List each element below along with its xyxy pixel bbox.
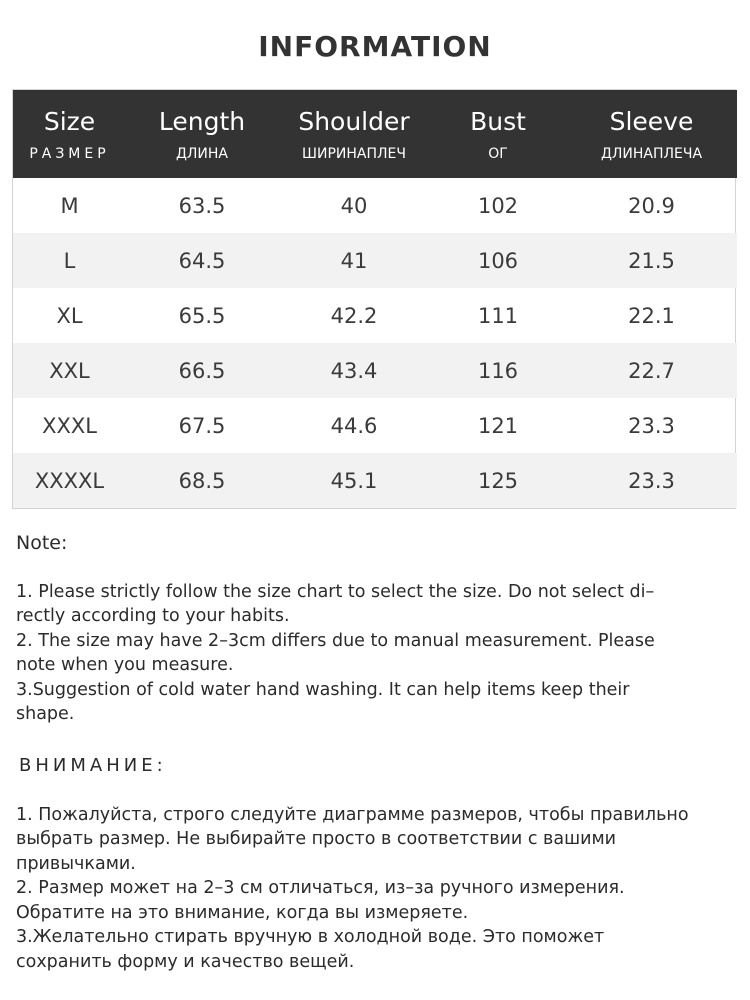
header-label-ru: ОГ [488,146,508,162]
table-row [13,233,737,288]
header-label-en: Length [158,107,246,136]
note-line: 3.Suggestion of cold water hand washing. It can help items keep their [16,679,630,700]
note-line: 1. Please strictly follow the size chart to select the size. Do not select di– [16,581,655,602]
header-label-en: Shoulder [298,107,410,136]
cell-bust: 102 [477,193,519,218]
note-english [16,531,736,727]
note-heading-ru: ВНИМАНИЕ: [19,755,167,776]
cell-size: M [60,193,79,218]
cell-bust: 121 [477,413,519,438]
header-label-en: Sleeve [609,107,694,136]
cell-shoulder: 42.2 [330,303,378,328]
cell-shoulder: 44.6 [330,413,378,438]
cell-length: 68.5 [178,468,226,493]
table-row [13,453,737,508]
cell-shoulder: 41 [340,248,368,273]
table-row [13,398,737,453]
note-line: 2. Размер может на 2–3 см отличаться, из–за ручного измерения. [16,878,625,898]
cell-size: XXL [49,358,90,383]
cell-sleeve: 22.1 [628,303,675,328]
note-line: выбрать размер. Не выбирайте просто в соответствии с вашими [16,829,617,849]
cell-size: XXXL [42,413,97,438]
table-header-row [13,90,737,178]
cell-shoulder: 45.1 [330,468,378,493]
size-chart-table [12,89,736,509]
header-sleeve [566,90,737,178]
header-label-ru: ШИРИНАПЛЕЧ [302,146,406,162]
header-bust [430,90,566,178]
header-label-ru: ДЛИНАПЛЕЧА [600,146,703,162]
header-size [13,90,126,178]
header-shoulder [278,90,430,178]
table-row [13,178,737,233]
cell-shoulder: 43.4 [330,358,378,383]
cell-bust: 111 [477,303,519,328]
note-line: note when you measure. [16,655,234,675]
note-line: Обратите на это внимание, когда вы измеряете. [16,902,469,923]
table-row [13,343,737,398]
cell-size: XXXXL [34,468,105,493]
note-line: 3.Желательно стирать вручную в холодной воде. Это поможет [16,927,605,947]
cell-sleeve: 22.7 [628,358,675,383]
cell-shoulder: 40 [340,193,368,218]
note-line: 1. Пожалуйста, строго следуйте диаграмме размеров, чтобы правильно [16,804,689,825]
cell-length: 67.5 [178,413,226,438]
cell-length: 65.5 [178,303,226,328]
cell-sleeve: 20.9 [628,193,675,218]
cell-sleeve: 23.3 [628,413,675,438]
note-line: сохранить форму и качество вещей. [16,951,355,972]
cell-sleeve: 23.3 [628,468,675,493]
cell-length: 66.5 [178,358,226,383]
cell-sleeve: 21.5 [628,248,675,273]
header-label-ru: РАЗМЕР [29,146,110,162]
cell-length: 63.5 [178,193,226,218]
note-russian [16,754,736,974]
header-label-en: Bust [470,107,526,136]
cell-size: XL [56,303,83,328]
note-line: привычками. [16,853,136,874]
cell-size: L [63,248,76,273]
note-line: rectly according to your habits. [16,606,290,626]
table-row [13,288,737,343]
page-title: INFORMATION [258,30,492,63]
cell-bust: 106 [477,248,519,273]
header-length [126,90,278,178]
cell-bust: 116 [477,358,519,383]
note-line: shape. [16,704,75,724]
cell-bust: 125 [477,468,519,493]
header-label-ru: ДЛИНА [175,146,229,162]
note-line: 2. The size may have 2–3cm differs due to manual measurement. Please [16,630,655,651]
note-heading: Note: [16,532,68,554]
header-label-en: Size [43,107,96,136]
cell-length: 64.5 [178,248,226,273]
